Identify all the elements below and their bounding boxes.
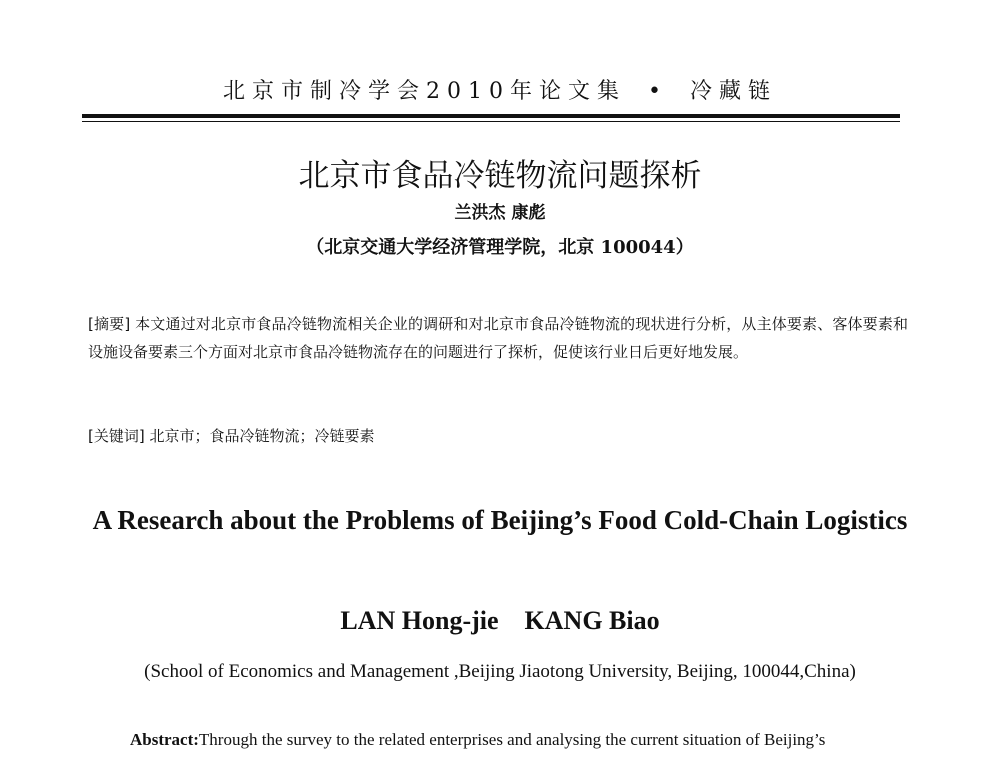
running-header-separator: • [648, 79, 668, 104]
header-rule-thin [82, 121, 900, 122]
english-authors [0, 606, 1000, 636]
chinese-keywords-text: 北京市；食品冷链物流；冷链要素 [149, 427, 375, 445]
running-header-section: 冷藏链 [689, 79, 777, 104]
english-author-2: KANG Biao [524, 606, 660, 635]
chinese-title: 北京市食品冷链物流问题探析 [298, 158, 702, 194]
english-abstract [130, 728, 890, 752]
english-affiliation: (School of Economics and Management ,Beijing Jiaotong University, Beijing, 100044,China) [144, 661, 856, 682]
running-header [0, 74, 1000, 105]
chinese-abstract-label: [摘要] [88, 315, 131, 333]
chinese-keywords-label: [关键词] [88, 427, 145, 445]
chinese-keywords [88, 422, 908, 450]
header-rule-thick [82, 114, 900, 118]
running-header-collection: 北京市制冷学会2010年论文集 [223, 79, 626, 104]
chinese-abstract [88, 310, 908, 366]
english-title: A Research about the Problems of Beijing’s Food Cold-Chain Logistics [92, 505, 908, 535]
english-author-1: LAN Hong-jie [340, 606, 499, 635]
english-abstract-text: Through the survey to the related enterprises and analysing the current situation of Beijing’s [198, 730, 826, 749]
english-abstract-label: Abstract: [130, 730, 199, 749]
chinese-affiliation: （北京交通大学经济管理学院，北京 100044） [306, 237, 694, 258]
chinese-authors: 兰洪杰 康彪 [454, 203, 546, 223]
chinese-abstract-text: 本文通过对北京市食品冷链物流相关企业的调研和对北京市食品冷链物流的现状进行分析，从主体要素、客体要素和设施设备要素三个方面对北京市食品冷链物流存在的问题进行了探析，促使该行业日后更好地发展。 [88, 315, 908, 361]
